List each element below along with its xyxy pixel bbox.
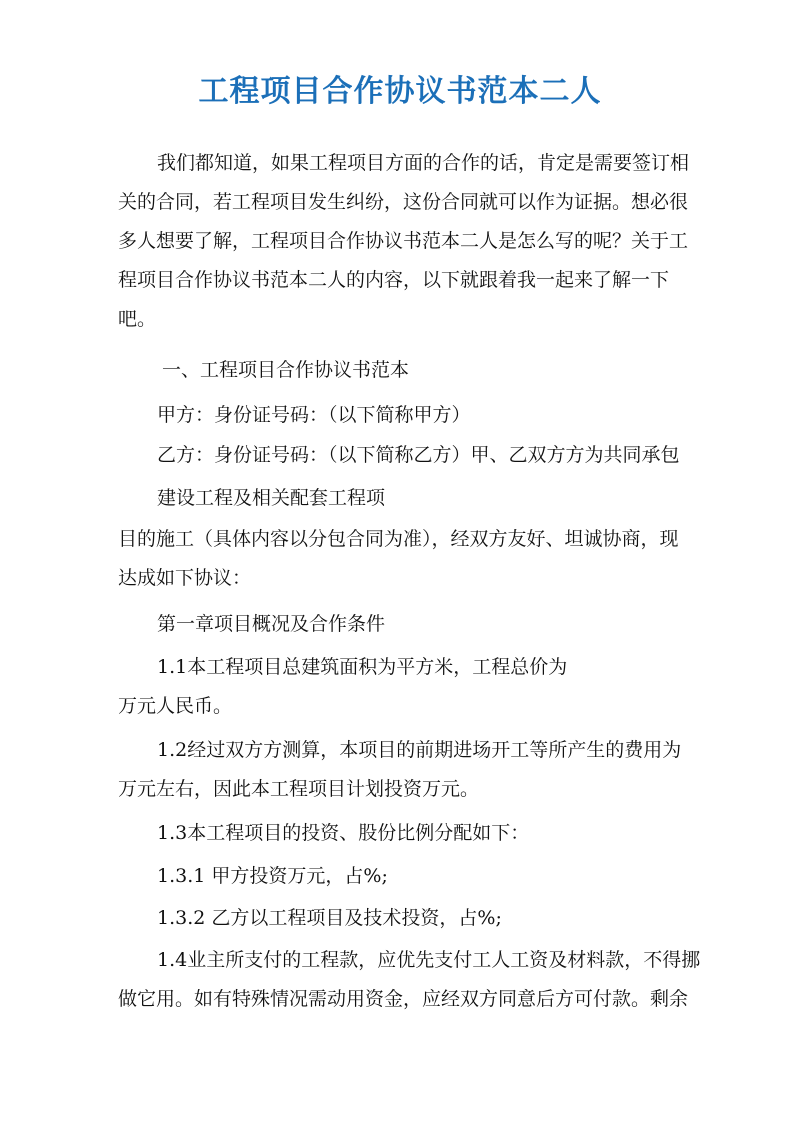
chapter-heading: 第一章项目概况及合作条件 [157, 613, 386, 635]
clause-line: 1.3本工程项目的投资、股份比例分配如下： [157, 822, 530, 844]
paragraph-line: 程项目合作协议书范本二人的内容，以下就跟着我一起来了解一下 [118, 269, 670, 291]
paragraph-line: 我们都知道，如果工程项目方面的合作的话，肯定是需要签订相 [157, 152, 690, 174]
party-b-line: 乙方：身份证号码：（以下简称乙方）甲、乙双方方为共同承包 [157, 444, 680, 466]
paragraph-line: 关的合同，若工程项目发生纠纷，这份合同就可以作为证据。想必很 [118, 191, 689, 213]
document-title: 工程项目合作协议书范本二人 [198, 74, 602, 109]
clause-line: 1.1本工程项目总建筑面积为平方米，工程总价为 [157, 656, 568, 678]
clause-line: 万元左右，因此本工程项目计划投资万元。 [118, 778, 480, 800]
party-a-line: 甲方：身份证号码：（以下简称甲方） [157, 404, 471, 426]
clause-line: 1.3.1 甲方投资万元，占%; [157, 865, 388, 887]
clause-line: 做它用。如有特殊情况需动用资金，应经双方同意后方可付款。剩余 [118, 988, 689, 1010]
section-heading: 一、工程项目合作协议书范本 [162, 359, 410, 381]
paragraph-line: 达成如下协议： [118, 567, 252, 589]
clause-line: 1.4业主所支付的工程款，应优先支付工人工资及材料款，不得挪 [157, 949, 701, 971]
clause-line: 万元人民币。 [118, 695, 233, 717]
paragraph-line: 建设工程及相关配套工程项 [157, 487, 386, 509]
paragraph-line: 目的施工（具体内容以分包合同为准），经双方友好、坦诚协商，现 [118, 528, 679, 550]
clause-line: 1.3.2 乙方以工程项目及技术投资，占%; [157, 907, 502, 929]
paragraph-line: 多人想要了解，工程项目合作协议书范本二人是怎么写的呢？关于工 [118, 230, 689, 252]
clause-line: 1.2经过双方方测算，本项目的前期进场开工等所产生的费用为 [157, 739, 682, 761]
paragraph-line: 吧。 [118, 308, 157, 330]
